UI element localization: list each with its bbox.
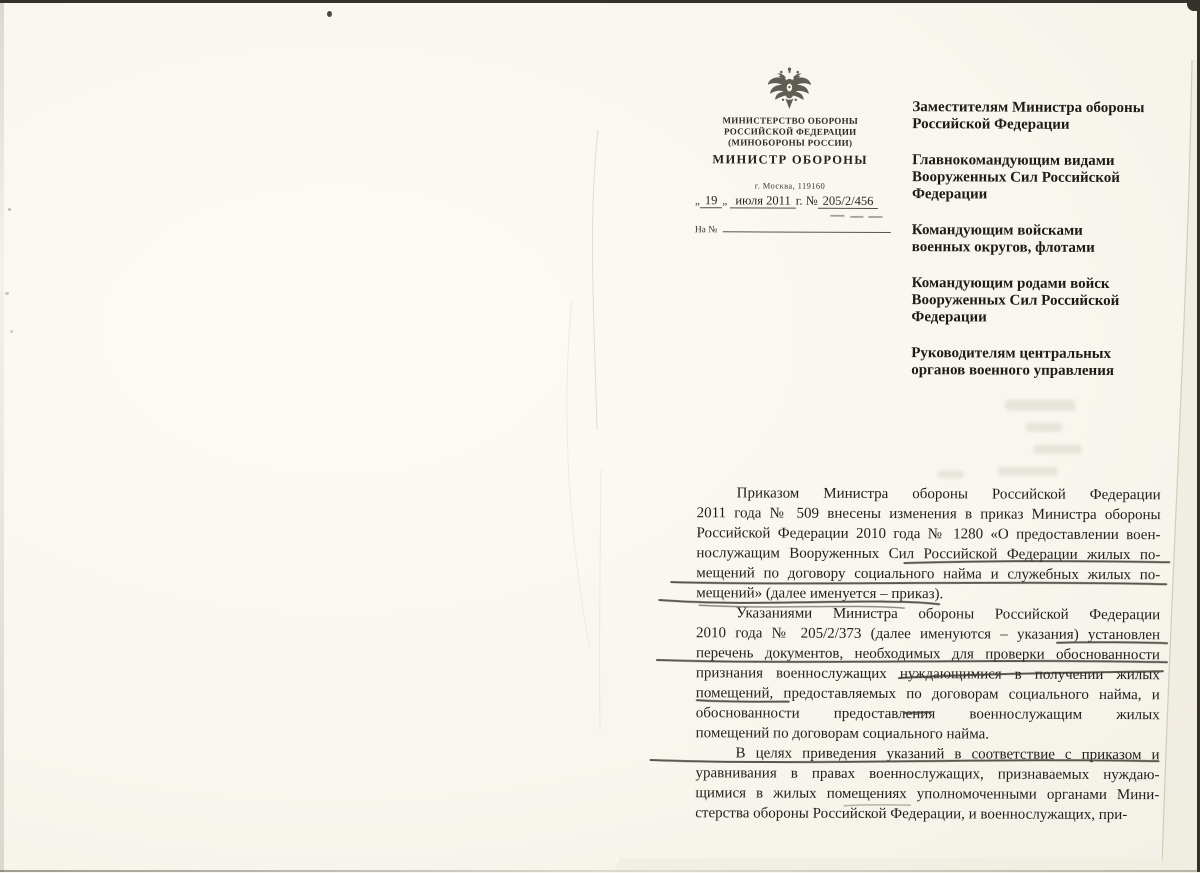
date-month-year: июля 2011 xyxy=(730,193,795,208)
scan-edge-top xyxy=(0,0,1200,3)
scan-speck xyxy=(327,11,332,17)
coat-of-arms-icon xyxy=(765,63,813,113)
scan-speck xyxy=(8,208,11,211)
date-day: 19 xyxy=(700,193,723,208)
bleed-through-smudge xyxy=(998,467,1058,476)
scan-corner-top-right xyxy=(1187,0,1200,11)
addressee-central-bodies: Руководителям центральных органов военного управления xyxy=(911,345,1115,380)
scan-speck xyxy=(10,330,13,333)
bleed-through-smudge xyxy=(1034,445,1082,454)
addressee-commanders-in-chief: Главнокомандующим видами Вооруженных Сил Российской Федерации xyxy=(911,152,1120,203)
paragraph-order-509: Приказом Министра обороны Российской Федерации 2011 года № 509 внесены изменения в приказ Министра обороны Российской Федерации 2010 года № 1280 «О предоставлении воен- нослужащим Вооруженных Сил Российской Федерации жилых по- мещений по договору социального найма и служебных жилых по- мещений» (далее именуется – приказ). xyxy=(696,485,1161,603)
reference-line xyxy=(695,220,891,236)
document-number: 205/2/456 xyxy=(818,194,879,209)
ref-blank-line xyxy=(722,220,890,233)
addressee-deputy-ministers: Заместителям Министра обороны Российской Федерации xyxy=(912,99,1145,133)
bleed-through-smudge xyxy=(1005,400,1075,411)
bleed-through-smudge xyxy=(938,470,964,478)
bleed-through-smudge xyxy=(1026,423,1062,432)
minister-title: МИНИСТР ОБОРОНЫ xyxy=(712,152,868,167)
letter-body xyxy=(695,483,1160,825)
addressee-branch-commanders: Командующим родами войск Вооруженных Сил Российской Федерации xyxy=(911,275,1120,326)
ref-label: На № xyxy=(694,225,718,236)
city-line: г. Москва, 119160 xyxy=(754,180,826,191)
paragraph-directives-205-2-373: Указаниями Министра обороны Российской Федерации 2010 года № 205/2/373 (далее именуются – указания) установлен перечень документов, необходимых для проверки обоснованности признания военнослужащих нуждающимися в получении жилых помещений, предоставляемых по договорам социального найма, и обоснованности предоставления военнослужащим жилых помещений по договорам социального найма. xyxy=(695,605,1161,743)
addressee-column xyxy=(911,99,1174,399)
close-quote: „ xyxy=(722,195,728,208)
scan-edge-left xyxy=(0,0,4,872)
date-line xyxy=(695,193,915,209)
addressee-district-commanders: Командующим войсками военных округов, флотами xyxy=(911,222,1095,256)
year-suffix: г. xyxy=(795,193,803,208)
paragraph-purpose: В целях приведения указаний в соответствие с приказом и уравнивания в правах военнослужащих, признаваемых нуждаю- щимися в жилых помещениях уполномоченными органами Мини- стерства обороны Российской Федерации, и военнослужащих, при- xyxy=(695,745,1160,824)
open-quote: „ xyxy=(694,195,700,208)
ministry-name: МИНИСТЕРСТВО ОБОРОНЫ РОССИЙСКОЙ ФЕДЕРАЦИИ (МИНОБОРОНЫ РОССИИ) xyxy=(722,115,859,148)
scan-speck xyxy=(5,292,9,295)
number-sign: № xyxy=(805,193,818,208)
